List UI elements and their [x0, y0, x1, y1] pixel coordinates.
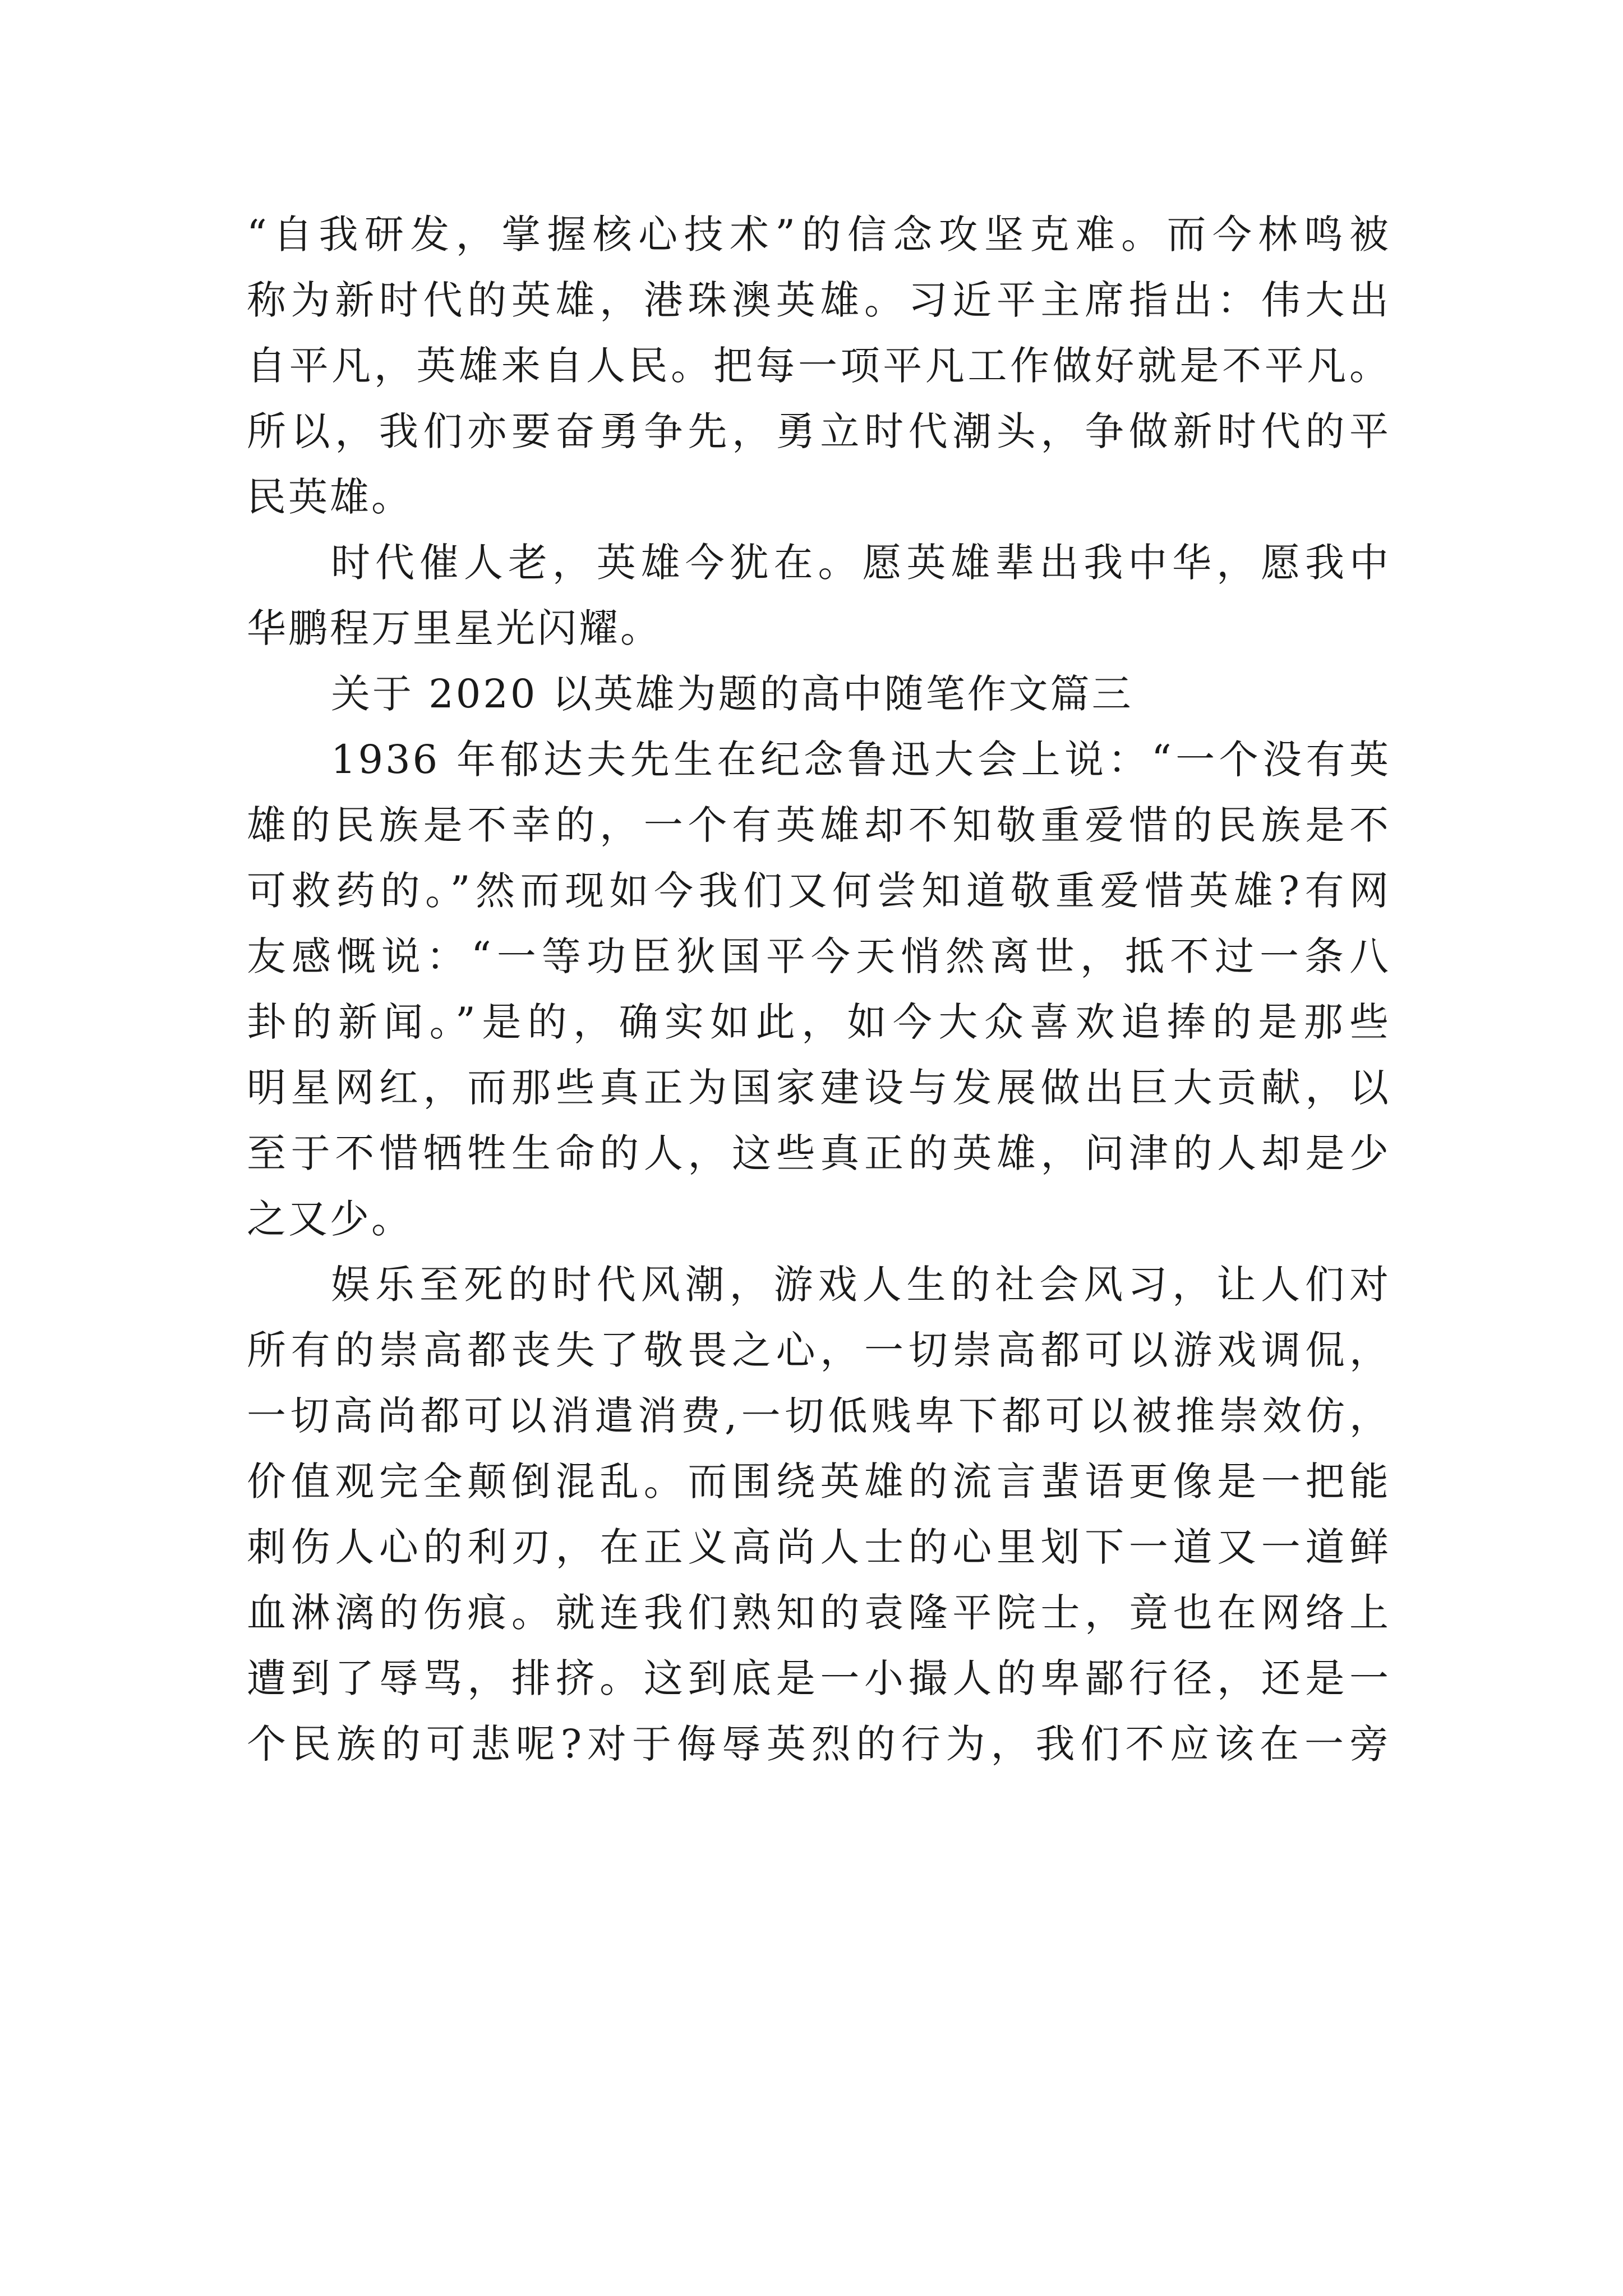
body-line: 遭到了辱骂，排挤。这到底是一小撮人的卑鄙行径，还是一 — [247, 1655, 1391, 1701]
body-line: 之又少。 — [247, 1196, 413, 1242]
body-line: 明星网红，而那些真正为国家建设与发展做出巨大贡献，以 — [247, 1065, 1391, 1111]
section-heading: 关于 2020 以英雄为题的高中随笔作文篇三 — [331, 671, 1133, 717]
body-line: 所以，我们亦要奋勇争先，勇立时代潮头，争做新时代的平 — [247, 408, 1391, 454]
body-line: 称为新时代的英雄，港珠澳英雄。习近平主席指出：伟大出 — [247, 277, 1391, 323]
essay-body — [247, 202, 1391, 1777]
body-line: 卦的新闻。”是的，确实如此，如今大众喜欢追捧的是那些 — [247, 999, 1391, 1045]
body-line: 娱乐至死的时代风潮，游戏人生的社会风习，让人们对 — [331, 1262, 1391, 1308]
body-line: 时代催人老，英雄今犹在。愿英雄辈出我中华，愿我中 — [331, 540, 1391, 586]
body-line: 自平凡，英雄来自人民。把每一项平凡工作做好就是不平凡。 — [247, 343, 1391, 389]
body-line: 1936 年郁达夫先生在纪念鲁迅大会上说：“一个没有英 — [331, 737, 1391, 783]
body-line: 价值观完全颠倒混乱。而围绕英雄的流言蜚语更像是一把能 — [247, 1458, 1391, 1504]
body-line: 个民族的可悲呢?对于侮辱英烈的行为，我们不应该在一旁 — [247, 1721, 1391, 1767]
body-line: 一切高尚都可以消遣消费,一切低贱卑下都可以被推崇效仿， — [247, 1393, 1391, 1439]
body-line: 刺伤人心的利刃，在正义高尚人士的心里划下一道又一道鲜 — [247, 1524, 1391, 1570]
body-line: 所有的崇高都丧失了敬畏之心，一切崇高都可以游戏调侃， — [247, 1327, 1391, 1373]
body-line: 民英雄。 — [247, 474, 413, 520]
body-line: 友感慨说：“一等功臣狄国平今天悄然离世，抵不过一条八 — [247, 933, 1391, 979]
body-line: 可救药的。”然而现如今我们又何尝知道敬重爱惜英雄?有网 — [247, 868, 1391, 914]
body-line: 雄的民族是不幸的，一个有英雄却不知敬重爱惜的民族是不 — [247, 802, 1391, 848]
body-line: 至于不惜牺牲生命的人，这些真正的英雄，问津的人却是少 — [247, 1130, 1391, 1176]
body-line: “自我研发，掌握核心技术”的信念攻坚克难。而今林鸣被 — [247, 211, 1391, 257]
body-line: 血淋漓的伤痕。就连我们熟知的袁隆平院士，竟也在网络上 — [247, 1590, 1391, 1636]
body-line: 华鹏程万里星光闪耀。 — [247, 605, 662, 651]
